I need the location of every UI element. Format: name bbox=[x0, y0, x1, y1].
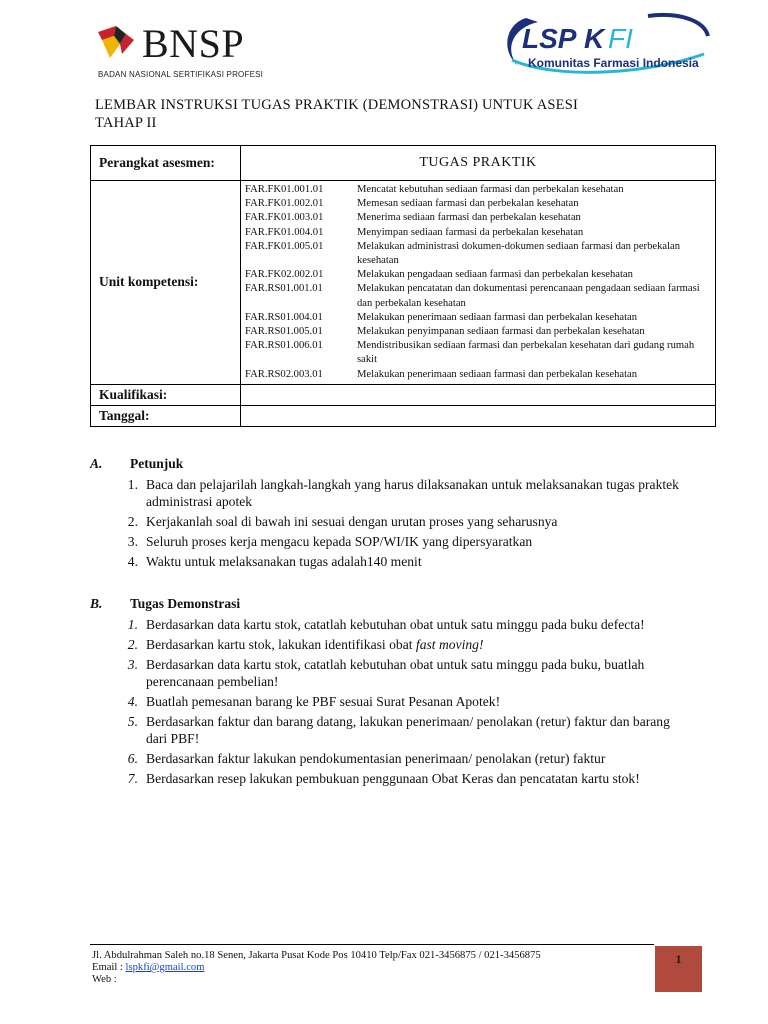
item-text: Seluruh proses kerja mengacu kepada SOP/WI/IK yang dipersyaratkan bbox=[146, 534, 533, 549]
item-number: 6. bbox=[127, 751, 138, 766]
unit-desc: Melakukan penerimaan sediaan farmasi dan perbekalan kesehatan bbox=[357, 311, 638, 323]
item-number: 5. bbox=[127, 714, 138, 729]
section-title: Tugas Demonstrasi bbox=[130, 596, 241, 611]
section-letter: B. bbox=[90, 596, 103, 611]
item-number: 3. bbox=[127, 657, 138, 672]
section-petunjuk bbox=[90, 456, 690, 573]
unit-code: FAR.RS01.005.01 bbox=[245, 326, 323, 338]
section-tugas-demonstrasi bbox=[90, 596, 690, 790]
section-heading bbox=[90, 596, 690, 616]
item-text: Berdasarkan data kartu stok, catatlah kebutuhan obat untuk satu minggu pada buku, buatlah perencanaan pembelian! bbox=[146, 657, 645, 689]
unit-code: FAR.RS01.006.01 bbox=[245, 340, 323, 352]
bnsp-subtitle: BADAN NASIONAL SERTIFIKASI PROFESI bbox=[98, 70, 264, 79]
unit-desc: Melakukan pengadaan sediaan farmasi dan perbekalan kesehatan bbox=[357, 269, 633, 281]
perangkat-label: Perangkat asesmen: bbox=[91, 146, 241, 181]
unit-desc: Mendistribusikan sediaan farmasi dan perbekalan kesehatan dari gudang rumah sakit bbox=[357, 340, 695, 366]
title-line-2: TAHAP II bbox=[95, 115, 157, 131]
unit-code: FAR.FK01.001.01 bbox=[245, 184, 324, 195]
unit-row bbox=[245, 339, 711, 367]
unit-row bbox=[245, 311, 711, 325]
item-text: Berdasarkan data kartu stok, catatlah kebutuhan obat untuk satu minggu pada buku defecta! bbox=[146, 617, 645, 632]
item-text-italic: fast moving! bbox=[415, 637, 484, 652]
item-text: Berdasarkan resep lakukan pembukuan penggunaan Obat Keras dan pencatatan kartu stok! bbox=[146, 771, 640, 786]
unit-desc: Melakukan penerimaan sediaan farmasi dan perbekalan kesehatan bbox=[357, 368, 638, 380]
tugas-praktik-heading: TUGAS PRAKTIK bbox=[241, 146, 716, 181]
list-item bbox=[90, 693, 690, 710]
list-item bbox=[90, 636, 690, 653]
item-number: 2. bbox=[127, 637, 138, 652]
unit-code: FAR.RS01.004.01 bbox=[245, 311, 323, 323]
item-number: 2. bbox=[127, 514, 138, 529]
unit-code: FAR.FK01.004.01 bbox=[245, 226, 324, 238]
list-item bbox=[90, 770, 690, 787]
list-item bbox=[90, 533, 690, 550]
bnsp-emblem-icon bbox=[96, 24, 136, 64]
table-row bbox=[91, 384, 716, 405]
unit-row bbox=[245, 268, 711, 282]
section-letter: A. bbox=[90, 456, 103, 471]
bnsp-wordmark: BNSP bbox=[142, 21, 245, 66]
page-title bbox=[95, 96, 695, 132]
item-text: Kerjakanlah soal di bawah ini sesuai dengan urutan proses yang seharusnya bbox=[146, 514, 558, 529]
item-text: Waktu untuk melaksanakan tugas adalah140 menit bbox=[146, 554, 422, 569]
item-number: 4. bbox=[127, 554, 138, 569]
item-text: Buatlah pemesanan barang ke PBF sesuai Surat Pesanan Apotek! bbox=[146, 694, 501, 709]
unit-desc: Melakukan pencatatan dan dokumentasi perencanaan pengadaan sediaan farmasi dan perbekalan kesehatan bbox=[357, 283, 700, 309]
item-text-main: Berdasarkan kartu stok, lakukan identifikasi obat bbox=[146, 637, 416, 652]
unit-code: FAR.FK02.002.01 bbox=[245, 269, 324, 281]
unit-desc: Melakukan administrasi dokumen-dokumen sediaan farmasi dan perbekalan kesehatan bbox=[357, 240, 681, 267]
unit-desc: Melakukan penyimpanan sediaan farmasi dan perbekalan kesehatan bbox=[357, 326, 645, 338]
footer-email-label: Email : bbox=[92, 962, 126, 973]
tugas-list bbox=[90, 616, 690, 787]
unit-row bbox=[245, 183, 711, 197]
assessment-table bbox=[90, 145, 716, 427]
svg-text:FI: FI bbox=[608, 23, 633, 54]
unit-row bbox=[245, 368, 711, 382]
footer-divider bbox=[90, 944, 654, 945]
section-title: Petunjuk bbox=[130, 456, 184, 471]
item-number: 7. bbox=[127, 771, 138, 786]
table-row bbox=[91, 405, 716, 426]
kualifikasi-value bbox=[241, 384, 716, 405]
list-item bbox=[90, 553, 690, 570]
unit-desc: Menerima sediaan farmasi dan perbekalan kesehatan bbox=[357, 212, 581, 224]
table-row bbox=[91, 181, 716, 385]
unit-desc: Memesan sediaan farmasi dan perbekalan kesehatan bbox=[357, 198, 579, 210]
list-item bbox=[90, 656, 690, 690]
footer-email-line bbox=[92, 962, 541, 974]
list-item bbox=[90, 713, 690, 747]
list-item bbox=[90, 476, 690, 510]
item-number: 3. bbox=[127, 534, 138, 549]
tanggal-value bbox=[241, 405, 716, 426]
unit-row bbox=[245, 226, 711, 240]
unit-kompetensi-label: Unit kompetensi: bbox=[91, 181, 241, 385]
item-text: Baca dan pelajarilah langkah-langkah yang harus dilaksanakan untuk melaksanakan tugas praktek administrasi apotek bbox=[146, 477, 679, 509]
unit-code: FAR.FK01.003.01 bbox=[245, 212, 324, 224]
footer bbox=[92, 950, 541, 986]
kualifikasi-label: Kualifikasi: bbox=[91, 384, 241, 405]
section-heading bbox=[90, 456, 690, 476]
item-text: Berdasarkan faktur dan barang datang, lakukan penerimaan/ penolakan (retur) faktur dan barang dari PBF! bbox=[146, 714, 670, 746]
lspkfi-emblem-icon bbox=[498, 10, 714, 86]
petunjuk-list bbox=[90, 476, 690, 570]
unit-code: FAR.FK01.005.01 bbox=[245, 240, 324, 252]
footer-email-link[interactable]: lspkfi@gmail.com bbox=[125, 962, 205, 973]
item-text: Berdasarkan faktur lakukan pendokumentasian penerimaan/ penolakan (retur) faktur bbox=[146, 751, 606, 766]
table-row bbox=[91, 146, 716, 181]
unit-row bbox=[245, 240, 711, 268]
unit-code: FAR.RS02.003.01 bbox=[245, 368, 323, 380]
lspkfi-logo bbox=[498, 10, 714, 86]
page-number: 1 bbox=[675, 952, 682, 966]
footer-address: Jl. Abdulrahman Saleh no.18 Senen, Jakarta Pusat Kode Pos 10410 Telp/Fax 021-3456875 / 021-3456875 bbox=[92, 950, 541, 961]
unit-desc: Mencatat kebutuhan sediaan farmasi dan perbekalan kesehatan bbox=[357, 184, 624, 195]
item-number: 4. bbox=[127, 694, 138, 709]
bnsp-logo bbox=[96, 18, 266, 82]
tanggal-label: Tanggal: bbox=[91, 405, 241, 426]
footer-web-label: Web : bbox=[92, 974, 117, 985]
unit-list bbox=[241, 181, 716, 385]
lspkfi-subtitle: Komunitas Farmasi Indonesia bbox=[528, 56, 699, 70]
unit-code: FAR.FK01.002.01 bbox=[245, 198, 324, 210]
unit-row bbox=[245, 325, 711, 339]
unit-row bbox=[245, 211, 711, 225]
unit-desc: Menyimpan sediaan farmasi da perbekalan kesehatan bbox=[357, 226, 584, 238]
list-item bbox=[90, 513, 690, 530]
list-item bbox=[90, 616, 690, 633]
item-number: 1. bbox=[127, 617, 138, 632]
svg-text:K: K bbox=[584, 23, 605, 54]
title-line-1: LEMBAR INSTRUKSI TUGAS PRAKTIK (DEMONSTRASI) UNTUK ASESI bbox=[95, 97, 579, 113]
page-number-box bbox=[655, 946, 702, 992]
unit-code: FAR.RS01.001.01 bbox=[245, 283, 323, 295]
unit-row bbox=[245, 197, 711, 211]
unit-row bbox=[245, 282, 711, 310]
item-text bbox=[146, 636, 690, 653]
list-item bbox=[90, 750, 690, 767]
item-number: 1. bbox=[127, 477, 138, 492]
svg-text:LSP: LSP bbox=[522, 23, 577, 54]
